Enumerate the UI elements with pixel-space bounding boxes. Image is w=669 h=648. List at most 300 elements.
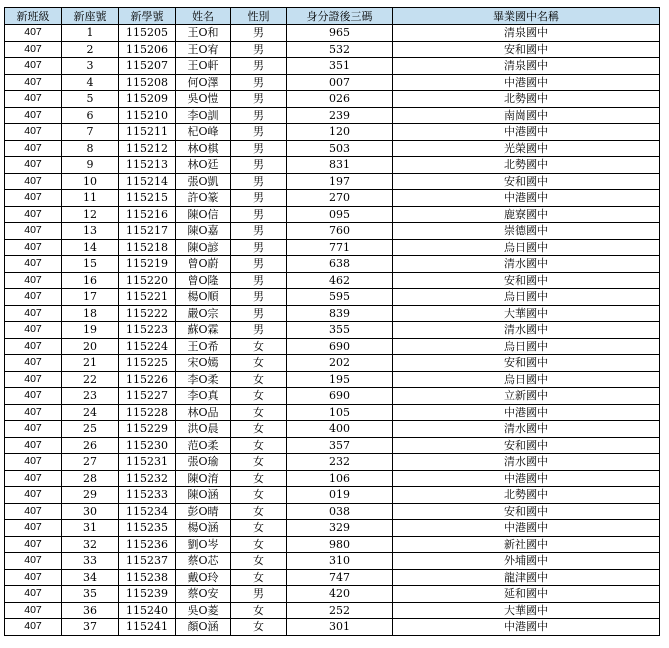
name-cell: 李O訓 xyxy=(176,107,231,124)
student-id-cell: 115205 xyxy=(119,25,176,42)
table-row xyxy=(5,107,660,124)
table-row xyxy=(5,124,660,141)
student-id-cell: 115212 xyxy=(119,140,176,157)
gender-cell: 男 xyxy=(231,107,287,124)
name-cell: 彭O晴 xyxy=(176,503,231,520)
junior-high-cell: 南崗國中 xyxy=(393,107,660,124)
gender-cell: 女 xyxy=(231,404,287,421)
name-cell: 王O軒 xyxy=(176,58,231,75)
id-last-three-cell: 400 xyxy=(287,421,393,438)
junior-high-cell: 安和國中 xyxy=(393,41,660,58)
name-cell: 曾O隆 xyxy=(176,272,231,289)
id-last-three-cell: 120 xyxy=(287,124,393,141)
id-last-three-cell: 252 xyxy=(287,602,393,619)
seat-number-cell: 15 xyxy=(62,256,119,273)
junior-high-cell: 延和國中 xyxy=(393,586,660,603)
id-last-three-cell: 026 xyxy=(287,91,393,108)
class-cell: 407 xyxy=(5,140,62,157)
table-row xyxy=(5,173,660,190)
seat-number-cell: 16 xyxy=(62,272,119,289)
table-row xyxy=(5,437,660,454)
junior-high-cell: 安和國中 xyxy=(393,355,660,372)
id-last-three-cell: 503 xyxy=(287,140,393,157)
id-last-three-cell: 839 xyxy=(287,305,393,322)
class-cell: 407 xyxy=(5,619,62,636)
student-id-cell: 115211 xyxy=(119,124,176,141)
header-id-last-three: 身分證後三碼 xyxy=(287,8,393,25)
class-cell: 407 xyxy=(5,256,62,273)
junior-high-cell: 中港國中 xyxy=(393,619,660,636)
class-cell: 407 xyxy=(5,404,62,421)
junior-high-cell: 北勢國中 xyxy=(393,91,660,108)
class-cell: 407 xyxy=(5,454,62,471)
class-cell: 407 xyxy=(5,124,62,141)
junior-high-cell: 大華國中 xyxy=(393,602,660,619)
student-id-cell: 115232 xyxy=(119,470,176,487)
class-cell: 407 xyxy=(5,58,62,75)
student-id-cell: 115221 xyxy=(119,289,176,306)
id-last-three-cell: 105 xyxy=(287,404,393,421)
name-cell: 范O柔 xyxy=(176,437,231,454)
seat-number-cell: 30 xyxy=(62,503,119,520)
name-cell: 吳O愷 xyxy=(176,91,231,108)
student-id-cell: 115238 xyxy=(119,569,176,586)
header-name: 姓名 xyxy=(176,8,231,25)
junior-high-cell: 立新國中 xyxy=(393,388,660,405)
table-row xyxy=(5,74,660,91)
gender-cell: 女 xyxy=(231,602,287,619)
junior-high-cell: 中港國中 xyxy=(393,404,660,421)
gender-cell: 男 xyxy=(231,272,287,289)
seat-number-cell: 19 xyxy=(62,322,119,339)
junior-high-cell: 烏日國中 xyxy=(393,338,660,355)
id-last-three-cell: 106 xyxy=(287,470,393,487)
name-cell: 林O廷 xyxy=(176,157,231,174)
name-cell: 王O希 xyxy=(176,338,231,355)
seat-number-cell: 20 xyxy=(62,338,119,355)
class-cell: 407 xyxy=(5,437,62,454)
class-cell: 407 xyxy=(5,388,62,405)
id-last-three-cell: 239 xyxy=(287,107,393,124)
class-cell: 407 xyxy=(5,421,62,438)
seat-number-cell: 4 xyxy=(62,74,119,91)
junior-high-cell: 清水國中 xyxy=(393,454,660,471)
class-cell: 407 xyxy=(5,206,62,223)
class-cell: 407 xyxy=(5,272,62,289)
gender-cell: 男 xyxy=(231,239,287,256)
name-cell: 劉O岑 xyxy=(176,536,231,553)
gender-cell: 女 xyxy=(231,470,287,487)
class-cell: 407 xyxy=(5,190,62,207)
gender-cell: 女 xyxy=(231,487,287,504)
name-cell: 陳O信 xyxy=(176,206,231,223)
id-last-three-cell: 195 xyxy=(287,371,393,388)
seat-number-cell: 23 xyxy=(62,388,119,405)
class-cell: 407 xyxy=(5,470,62,487)
class-cell: 407 xyxy=(5,355,62,372)
student-id-cell: 115222 xyxy=(119,305,176,322)
table-row xyxy=(5,256,660,273)
student-id-cell: 115239 xyxy=(119,586,176,603)
id-last-three-cell: 690 xyxy=(287,338,393,355)
junior-high-cell: 清水國中 xyxy=(393,322,660,339)
junior-high-cell: 中港國中 xyxy=(393,520,660,537)
student-id-cell: 115234 xyxy=(119,503,176,520)
seat-number-cell: 7 xyxy=(62,124,119,141)
id-last-three-cell: 965 xyxy=(287,25,393,42)
table-row xyxy=(5,454,660,471)
name-cell: 許O篆 xyxy=(176,190,231,207)
student-id-cell: 115240 xyxy=(119,602,176,619)
seat-number-cell: 26 xyxy=(62,437,119,454)
class-cell: 407 xyxy=(5,223,62,240)
student-id-cell: 115219 xyxy=(119,256,176,273)
table-row xyxy=(5,602,660,619)
junior-high-cell: 北勢國中 xyxy=(393,157,660,174)
class-cell: 407 xyxy=(5,553,62,570)
junior-high-cell: 中港國中 xyxy=(393,190,660,207)
class-cell: 407 xyxy=(5,74,62,91)
table-row xyxy=(5,619,660,636)
gender-cell: 男 xyxy=(231,322,287,339)
junior-high-cell: 北勢國中 xyxy=(393,487,660,504)
table-body xyxy=(5,25,660,636)
gender-cell: 女 xyxy=(231,569,287,586)
name-cell: 李O真 xyxy=(176,388,231,405)
seat-number-cell: 13 xyxy=(62,223,119,240)
table-header xyxy=(5,8,660,25)
table-row xyxy=(5,305,660,322)
id-last-three-cell: 357 xyxy=(287,437,393,454)
gender-cell: 男 xyxy=(231,586,287,603)
class-cell: 407 xyxy=(5,487,62,504)
name-cell: 何O澤 xyxy=(176,74,231,91)
name-cell: 陳O淯 xyxy=(176,470,231,487)
student-id-cell: 115213 xyxy=(119,157,176,174)
table-row xyxy=(5,91,660,108)
class-cell: 407 xyxy=(5,586,62,603)
junior-high-cell: 大華國中 xyxy=(393,305,660,322)
seat-number-cell: 21 xyxy=(62,355,119,372)
student-id-cell: 115230 xyxy=(119,437,176,454)
name-cell: 吳O菱 xyxy=(176,602,231,619)
student-id-cell: 115215 xyxy=(119,190,176,207)
junior-high-cell: 烏日國中 xyxy=(393,239,660,256)
student-id-cell: 115214 xyxy=(119,173,176,190)
id-last-three-cell: 202 xyxy=(287,355,393,372)
name-cell: 張O瑜 xyxy=(176,454,231,471)
gender-cell: 男 xyxy=(231,256,287,273)
name-cell: 林O品 xyxy=(176,404,231,421)
name-cell: 林O棋 xyxy=(176,140,231,157)
name-cell: 李O柔 xyxy=(176,371,231,388)
seat-number-cell: 8 xyxy=(62,140,119,157)
name-cell: 蔡O安 xyxy=(176,586,231,603)
junior-high-cell: 安和國中 xyxy=(393,437,660,454)
class-cell: 407 xyxy=(5,157,62,174)
student-id-cell: 115226 xyxy=(119,371,176,388)
student-id-cell: 115210 xyxy=(119,107,176,124)
gender-cell: 男 xyxy=(231,190,287,207)
class-cell: 407 xyxy=(5,239,62,256)
id-last-three-cell: 310 xyxy=(287,553,393,570)
name-cell: 王O宥 xyxy=(176,41,231,58)
id-last-three-cell: 197 xyxy=(287,173,393,190)
gender-cell: 男 xyxy=(231,173,287,190)
id-last-three-cell: 638 xyxy=(287,256,393,273)
id-last-three-cell: 747 xyxy=(287,569,393,586)
seat-number-cell: 18 xyxy=(62,305,119,322)
student-id-cell: 115209 xyxy=(119,91,176,108)
student-id-cell: 115228 xyxy=(119,404,176,421)
seat-number-cell: 36 xyxy=(62,602,119,619)
seat-number-cell: 37 xyxy=(62,619,119,636)
student-id-cell: 115224 xyxy=(119,338,176,355)
student-id-cell: 115233 xyxy=(119,487,176,504)
table-row xyxy=(5,322,660,339)
name-cell: 楊O順 xyxy=(176,289,231,306)
id-last-three-cell: 980 xyxy=(287,536,393,553)
seat-number-cell: 28 xyxy=(62,470,119,487)
gender-cell: 男 xyxy=(231,157,287,174)
student-id-cell: 115207 xyxy=(119,58,176,75)
student-id-cell: 115229 xyxy=(119,421,176,438)
class-cell: 407 xyxy=(5,371,62,388)
class-cell: 407 xyxy=(5,91,62,108)
table-row xyxy=(5,338,660,355)
name-cell: 顏O涵 xyxy=(176,619,231,636)
junior-high-cell: 清泉國中 xyxy=(393,58,660,75)
id-last-three-cell: 771 xyxy=(287,239,393,256)
name-cell: 嚴O宗 xyxy=(176,305,231,322)
seat-number-cell: 11 xyxy=(62,190,119,207)
id-last-three-cell: 270 xyxy=(287,190,393,207)
junior-high-cell: 清水國中 xyxy=(393,421,660,438)
id-last-three-cell: 329 xyxy=(287,520,393,537)
table-row xyxy=(5,25,660,42)
junior-high-cell: 新社國中 xyxy=(393,536,660,553)
name-cell: 楊O涵 xyxy=(176,520,231,537)
junior-high-cell: 光榮國中 xyxy=(393,140,660,157)
junior-high-cell: 中港國中 xyxy=(393,470,660,487)
student-id-cell: 115223 xyxy=(119,322,176,339)
gender-cell: 女 xyxy=(231,536,287,553)
seat-number-cell: 24 xyxy=(62,404,119,421)
id-last-three-cell: 595 xyxy=(287,289,393,306)
table-row xyxy=(5,355,660,372)
table-row xyxy=(5,58,660,75)
student-id-cell: 115217 xyxy=(119,223,176,240)
junior-high-cell: 龍津國中 xyxy=(393,569,660,586)
seat-number-cell: 35 xyxy=(62,586,119,603)
gender-cell: 男 xyxy=(231,305,287,322)
class-cell: 407 xyxy=(5,503,62,520)
name-cell: 蘇O霖 xyxy=(176,322,231,339)
junior-high-cell: 鹿寮國中 xyxy=(393,206,660,223)
student-id-cell: 115236 xyxy=(119,536,176,553)
gender-cell: 女 xyxy=(231,503,287,520)
seat-number-cell: 3 xyxy=(62,58,119,75)
table-row xyxy=(5,503,660,520)
id-last-three-cell: 351 xyxy=(287,58,393,75)
seat-number-cell: 17 xyxy=(62,289,119,306)
seat-number-cell: 25 xyxy=(62,421,119,438)
gender-cell: 男 xyxy=(231,41,287,58)
student-id-cell: 115227 xyxy=(119,388,176,405)
class-cell: 407 xyxy=(5,41,62,58)
student-id-cell: 115220 xyxy=(119,272,176,289)
junior-high-cell: 安和國中 xyxy=(393,503,660,520)
student-id-cell: 115241 xyxy=(119,619,176,636)
name-cell: 陳O涵 xyxy=(176,487,231,504)
student-roster-table xyxy=(4,7,660,636)
student-id-cell: 115237 xyxy=(119,553,176,570)
id-last-three-cell: 760 xyxy=(287,223,393,240)
junior-high-cell: 中港國中 xyxy=(393,124,660,141)
junior-high-cell: 中港國中 xyxy=(393,74,660,91)
gender-cell: 女 xyxy=(231,388,287,405)
id-last-three-cell: 301 xyxy=(287,619,393,636)
class-cell: 407 xyxy=(5,173,62,190)
student-id-cell: 115218 xyxy=(119,239,176,256)
class-cell: 407 xyxy=(5,536,62,553)
name-cell: 洪O晨 xyxy=(176,421,231,438)
table-row xyxy=(5,586,660,603)
seat-number-cell: 29 xyxy=(62,487,119,504)
gender-cell: 女 xyxy=(231,437,287,454)
table-row xyxy=(5,553,660,570)
gender-cell: 女 xyxy=(231,355,287,372)
id-last-three-cell: 038 xyxy=(287,503,393,520)
student-id-cell: 115235 xyxy=(119,520,176,537)
seat-number-cell: 5 xyxy=(62,91,119,108)
seat-number-cell: 32 xyxy=(62,536,119,553)
name-cell: 陳O嘉 xyxy=(176,223,231,240)
gender-cell: 男 xyxy=(231,74,287,91)
gender-cell: 男 xyxy=(231,223,287,240)
gender-cell: 女 xyxy=(231,454,287,471)
id-last-three-cell: 019 xyxy=(287,487,393,504)
class-cell: 407 xyxy=(5,289,62,306)
student-id-cell: 115208 xyxy=(119,74,176,91)
header-row xyxy=(5,8,660,25)
id-last-three-cell: 095 xyxy=(287,206,393,223)
table-row xyxy=(5,371,660,388)
student-id-cell: 115225 xyxy=(119,355,176,372)
header-seat-number: 新座號 xyxy=(62,8,119,25)
class-cell: 407 xyxy=(5,305,62,322)
id-last-three-cell: 007 xyxy=(287,74,393,91)
class-cell: 407 xyxy=(5,602,62,619)
seat-number-cell: 1 xyxy=(62,25,119,42)
gender-cell: 男 xyxy=(231,140,287,157)
id-last-three-cell: 462 xyxy=(287,272,393,289)
seat-number-cell: 31 xyxy=(62,520,119,537)
name-cell: 陳O諺 xyxy=(176,239,231,256)
table-row xyxy=(5,421,660,438)
table-row xyxy=(5,223,660,240)
gender-cell: 女 xyxy=(231,553,287,570)
seat-number-cell: 9 xyxy=(62,157,119,174)
gender-cell: 男 xyxy=(231,91,287,108)
name-cell: 王O和 xyxy=(176,25,231,42)
seat-number-cell: 6 xyxy=(62,107,119,124)
table-row xyxy=(5,520,660,537)
gender-cell: 男 xyxy=(231,124,287,141)
class-cell: 407 xyxy=(5,322,62,339)
table-row xyxy=(5,388,660,405)
header-junior-high: 畢業國中名稱 xyxy=(393,8,660,25)
class-cell: 407 xyxy=(5,338,62,355)
seat-number-cell: 12 xyxy=(62,206,119,223)
table-row xyxy=(5,289,660,306)
table-row xyxy=(5,41,660,58)
gender-cell: 男 xyxy=(231,206,287,223)
seat-number-cell: 27 xyxy=(62,454,119,471)
class-cell: 407 xyxy=(5,107,62,124)
student-id-cell: 115216 xyxy=(119,206,176,223)
name-cell: 戴O玲 xyxy=(176,569,231,586)
gender-cell: 女 xyxy=(231,520,287,537)
table-row xyxy=(5,536,660,553)
junior-high-cell: 清水國中 xyxy=(393,256,660,273)
table-row xyxy=(5,206,660,223)
table-row xyxy=(5,487,660,504)
student-id-cell: 115206 xyxy=(119,41,176,58)
junior-high-cell: 烏日國中 xyxy=(393,289,660,306)
id-last-three-cell: 232 xyxy=(287,454,393,471)
table-row xyxy=(5,190,660,207)
seat-number-cell: 34 xyxy=(62,569,119,586)
seat-number-cell: 10 xyxy=(62,173,119,190)
id-last-three-cell: 532 xyxy=(287,41,393,58)
table-row xyxy=(5,140,660,157)
class-cell: 407 xyxy=(5,25,62,42)
name-cell: 張O凱 xyxy=(176,173,231,190)
header-class: 新班級 xyxy=(5,8,62,25)
gender-cell: 女 xyxy=(231,371,287,388)
gender-cell: 男 xyxy=(231,289,287,306)
name-cell: 杞O峰 xyxy=(176,124,231,141)
student-id-cell: 115231 xyxy=(119,454,176,471)
id-last-three-cell: 420 xyxy=(287,586,393,603)
gender-cell: 男 xyxy=(231,58,287,75)
id-last-three-cell: 355 xyxy=(287,322,393,339)
seat-number-cell: 2 xyxy=(62,41,119,58)
gender-cell: 男 xyxy=(231,25,287,42)
junior-high-cell: 外埔國中 xyxy=(393,553,660,570)
table-row xyxy=(5,569,660,586)
name-cell: 宋O嫣 xyxy=(176,355,231,372)
junior-high-cell: 清泉國中 xyxy=(393,25,660,42)
name-cell: 蔡O芯 xyxy=(176,553,231,570)
name-cell: 曾O蔚 xyxy=(176,256,231,273)
junior-high-cell: 烏日國中 xyxy=(393,371,660,388)
table-row xyxy=(5,272,660,289)
table-row xyxy=(5,470,660,487)
seat-number-cell: 14 xyxy=(62,239,119,256)
header-gender: 性別 xyxy=(231,8,287,25)
seat-number-cell: 22 xyxy=(62,371,119,388)
junior-high-cell: 安和國中 xyxy=(393,173,660,190)
table-row xyxy=(5,404,660,421)
class-cell: 407 xyxy=(5,569,62,586)
junior-high-cell: 崇德國中 xyxy=(393,223,660,240)
table-row xyxy=(5,157,660,174)
gender-cell: 女 xyxy=(231,421,287,438)
gender-cell: 女 xyxy=(231,619,287,636)
junior-high-cell: 安和國中 xyxy=(393,272,660,289)
